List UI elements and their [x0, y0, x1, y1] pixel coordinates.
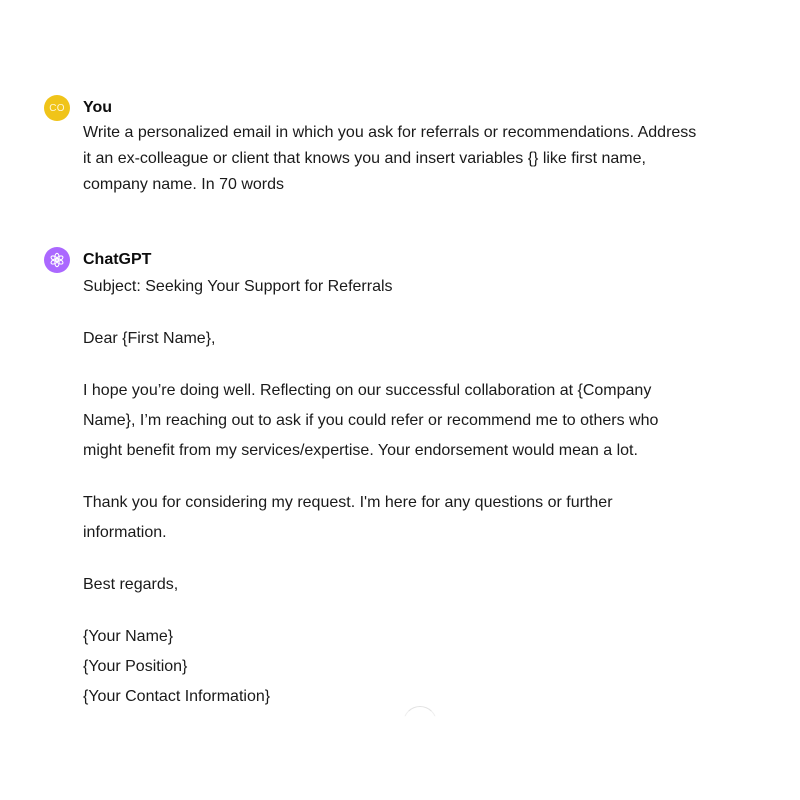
email-signature — [83, 622, 723, 712]
assistant-avatar — [44, 247, 70, 273]
openai-logo-icon — [49, 252, 65, 268]
assistant-message-header — [44, 246, 764, 274]
email-subject: Subject: Seeking Your Support for Referrals — [83, 278, 393, 295]
user-avatar-initials: CO — [49, 102, 65, 114]
user-avatar — [44, 95, 70, 121]
scroll-down-button[interactable] — [403, 706, 437, 740]
user-author-name: You — [83, 99, 113, 116]
assistant-message — [44, 246, 764, 712]
email-greeting: Dear {First Name}, — [83, 330, 216, 347]
text-line: Thank you for considering my request. I'm here for any questions or further — [83, 494, 613, 511]
text-line: information. — [83, 524, 167, 541]
user-message-text — [83, 120, 748, 198]
text-line: Write a personalized email in which you ask for referrals or recommendations. Address — [83, 124, 697, 141]
text-line: company name. In 70 words — [83, 176, 284, 193]
email-closing: Best regards, — [83, 576, 179, 593]
email-paragraph-2 — [83, 488, 723, 548]
email-paragraph-1 — [83, 376, 723, 466]
user-message-header — [44, 94, 764, 122]
text-line: it an ex-colleague or client that knows you and insert variables {} like first name, — [83, 150, 646, 167]
signature-line: {Your Position} — [83, 658, 188, 675]
assistant-author-name: ChatGPT — [83, 251, 152, 268]
text-line: Name}, I’m reaching out to ask if you could refer or recommend me to others who — [83, 412, 659, 429]
text-line: might benefit from my services/expertise. Your endorsement would mean a lot. — [83, 442, 638, 459]
user-message — [44, 94, 764, 198]
text-line: I hope you’re doing well. Reflecting on our successful collaboration at {Company — [83, 382, 652, 399]
signature-line: {Your Name} — [83, 628, 174, 645]
assistant-message-text — [83, 272, 723, 712]
signature-line: {Your Contact Information} — [83, 688, 271, 705]
